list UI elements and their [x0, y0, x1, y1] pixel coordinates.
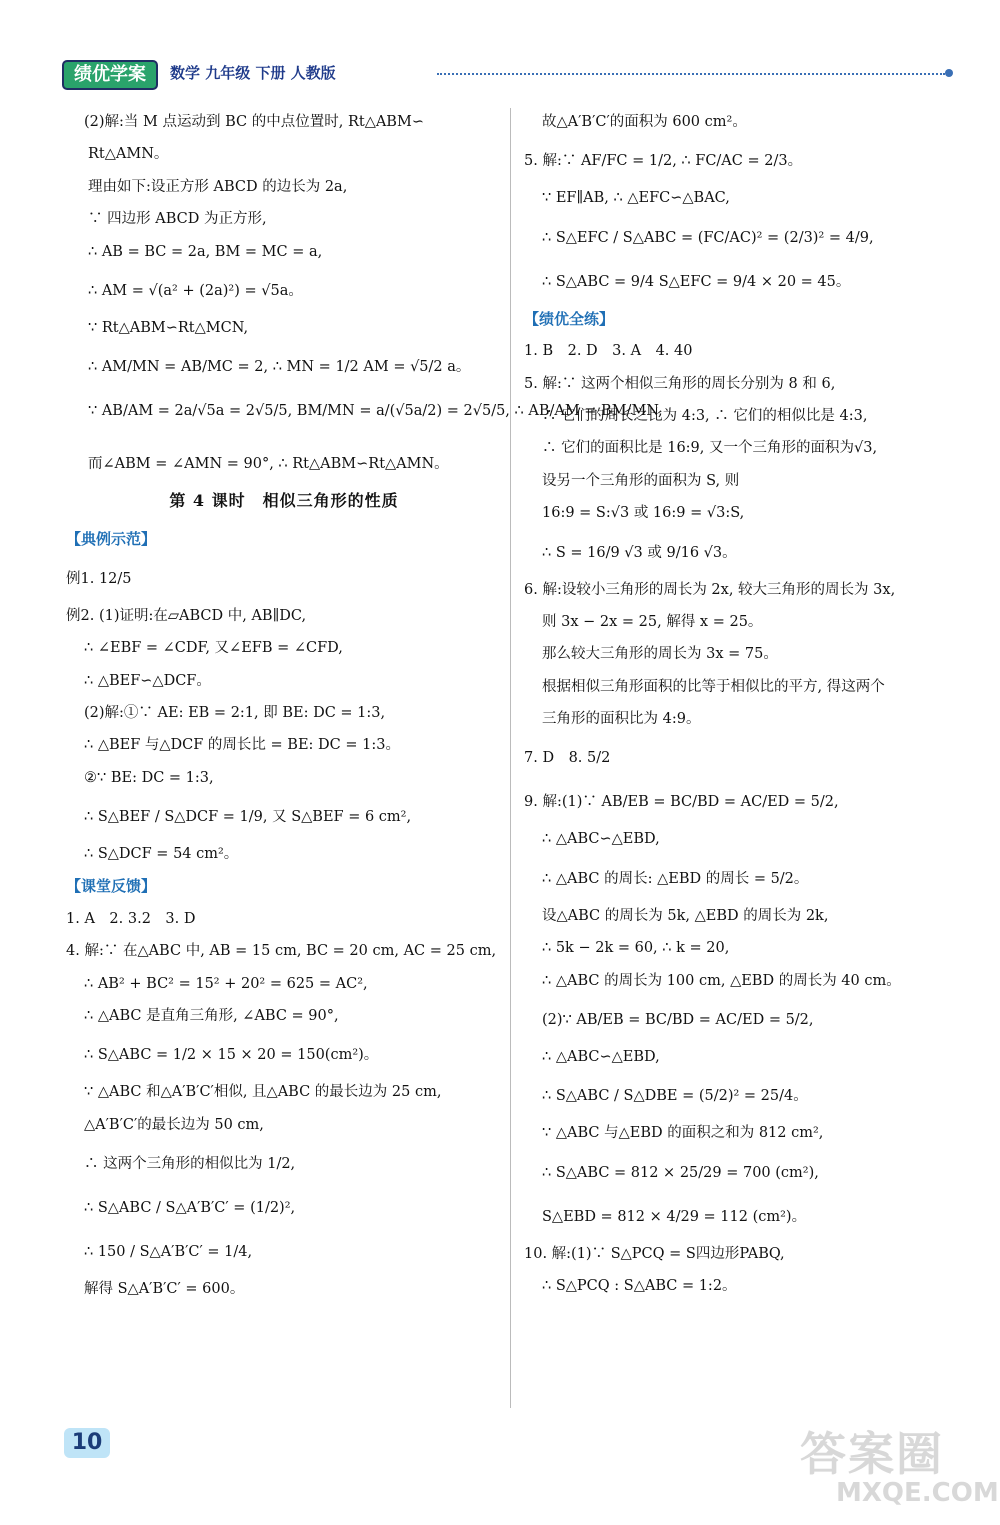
text-line: ∴ △ABC∽△EBD, — [542, 831, 660, 848]
text-line: 16:9 = S:√3 或 16:9 = √3:S, — [542, 505, 745, 522]
text-line: ∴ S△ABC = 812 × 25/29 = 700 (cm²), — [542, 1164, 819, 1181]
watermark-url: MXQE.COM — [836, 1478, 999, 1508]
text-line: 7. D 8. 5/2 — [524, 750, 611, 767]
text-line: 故△A′B′C′的面积为 600 cm²。 — [542, 114, 747, 130]
text-line: ∴ S = 16/9 √3 或 9/16 √3。 — [542, 544, 737, 561]
page-number: 10 — [64, 1428, 110, 1458]
text-line: 设△ABC 的周长为 5k, △EBD 的周长为 2k, — [542, 907, 829, 924]
page-header — [62, 60, 957, 88]
text-line: 例2. (1)证明:在▱ABCD 中, AB∥DC, — [66, 607, 307, 624]
text-line: 1. B 2. D 3. A 4. 40 — [524, 343, 693, 360]
header-dotted-rule — [437, 73, 945, 75]
text-line: 1. A 2. 3.2 3. D — [66, 910, 196, 927]
text-line: (2)∵ AB/EB = BC/BD = AC/ED = 5/2, — [542, 1012, 814, 1029]
text-line: ∴ △ABC 的周长为 100 cm, △EBD 的周长为 40 cm。 — [542, 972, 901, 989]
header-end-dot — [945, 69, 953, 77]
subject-label: 数学 九年级 下册 人教版 — [170, 64, 336, 82]
watermark-logo: 答案圈 — [800, 1427, 944, 1481]
text-line: 而∠ABM = ∠AMN = 90°, ∴ Rt△ABM∽Rt△AMN。 — [88, 456, 449, 473]
text-line: S△EBD = 812 × 4/29 = 112 (cm²)。 — [542, 1208, 807, 1225]
text-line: ②∵ BE: DC = 1:3, — [84, 769, 214, 786]
text-line: ∵ AB/AM = 2a/√5a = 2√5/5, BM/MN = a/(√5a/2) = 2√5/5, ∴ AB/AM = BM/MN, — [88, 403, 663, 420]
text-line: 理由如下:设正方形 ABCD 的边长为 2a, — [88, 178, 348, 195]
example-1: 例1. 12/5 — [66, 570, 132, 587]
text-line: 5. 解:∵ AF/FC = 1/2, ∴ FC/AC = 2/3。 — [524, 153, 803, 170]
section-heading: 【典例示范】 — [66, 530, 157, 549]
text-line: ∵ △ABC 与△EBD 的面积之和为 812 cm², — [542, 1125, 824, 1142]
text-line: 5. 解:∵ 这两个相似三角形的周长分别为 8 和 6, — [524, 375, 836, 392]
text-line: ∵ 四边形 ABCD 为正方形, — [88, 211, 267, 228]
text-line: ∴ S△ABC / S△DBE = (5/2)² = 25/4。 — [542, 1088, 808, 1105]
text-line: 那么较大三角形的周长为 3x = 75。 — [542, 646, 778, 663]
text-line: ∴ △BEF 与△DCF 的周长比 = BE: DC = 1:3。 — [84, 737, 400, 754]
text-line: ∵ Rt△ABM∽Rt△MCN, — [88, 319, 249, 336]
text-line: ∴ S△PCQ : S△ABC = 1:2。 — [542, 1278, 737, 1295]
text-line: (2)解:当 M 点运动到 BC 的中点位置时, Rt△ABM∽ — [84, 114, 424, 130]
text-line: ∴ 它们的周长之比为 4:3, ∴ 它们的相似比是 4:3, — [542, 407, 868, 424]
text-line: ∴ S△ABC = 9/4 S△EFC = 9/4 × 20 = 45。 — [542, 273, 851, 290]
text-line: ∴ S△BEF / S△DCF = 1/9, 又 S△BEF = 6 cm², — [84, 809, 412, 826]
text-line: ∴ S△ABC / S△A′B′C′ = (1/2)², — [84, 1200, 296, 1217]
text-line: ∴ AM/MN = AB/MC = 2, ∴ MN = 1/2 AM = √5/2 a。 — [88, 359, 471, 376]
text-line: 9. 解:(1)∵ AB/EB = BC/BD = AC/ED = 5/2, — [524, 794, 839, 811]
text-line: 根据相似三角形面积的比等于相似比的平方, 得这两个 — [542, 678, 885, 695]
right-column — [524, 112, 956, 1309]
text-line: ∴ S△ABC = 1/2 × 15 × 20 = 150(cm²)。 — [84, 1047, 379, 1064]
text-line: ∵ △ABC 和△A′B′C′相似, 且△ABC 的最长边为 25 cm, — [84, 1084, 442, 1101]
lesson-title: 第 4 课时 相似三角形的性质 — [169, 491, 399, 511]
text-line: 6. 解:设较小三角形的周长为 2x, 较大三角形的周长为 3x, — [524, 581, 896, 598]
text-line: ∴ △BEF∽△DCF。 — [84, 672, 211, 689]
text-line: ∴ △ABC 是直角三角形, ∠ABC = 90°, — [84, 1008, 339, 1025]
section-heading: 【课堂反馈】 — [66, 877, 157, 896]
text-line: ∴ 它们的面积比是 16:9, 又一个三角形的面积为√3, — [542, 440, 878, 457]
text-line: ∴ 5k − 2k = 60, ∴ k = 20, — [542, 940, 730, 957]
text-line: ∴ AB = BC = 2a, BM = MC = a, — [88, 243, 323, 260]
text-line: ∴ AM = √(a² + (2a)²) = √5a。 — [88, 282, 303, 299]
text-line: ∴ AB² + BC² = 15² + 20² = 625 = AC², — [84, 975, 368, 992]
text-line: ∴ △ABC 的周长: △EBD 的周长 = 5/2。 — [542, 870, 809, 887]
brand-logo: 绩优学案 — [62, 60, 158, 90]
text-line: ∴ S△EFC / S△ABC = (FC/AC)² = (2/3)² = 4/9, — [542, 229, 874, 246]
text-line: 10. 解:(1)∵ S△PCQ = S四边形PABQ, — [524, 1245, 785, 1262]
text-line: 则 3x − 2x = 25, 解得 x = 25。 — [542, 613, 763, 630]
text-line: 解得 S△A′B′C′ = 600。 — [84, 1281, 245, 1298]
text-line: △A′B′C′的最长边为 50 cm, — [84, 1116, 264, 1133]
text-line: Rt△AMN。 — [88, 146, 169, 163]
text-line: ∴ 150 / S△A′B′C′ = 1/4, — [84, 1244, 253, 1261]
text-line: (2)解:①∵ AE: EB = 2:1, 即 BE: DC = 1:3, — [84, 704, 386, 721]
text-line: 设另一个三角形的面积为 S, 则 — [542, 472, 740, 489]
text-line: ∵ EF∥AB, ∴ △EFC∽△BAC, — [542, 190, 730, 207]
text-line: ∴ △ABC∽△EBD, — [542, 1049, 660, 1066]
text-line: ∴ S△DCF = 54 cm²。 — [84, 846, 239, 863]
section-heading: 【绩优全练】 — [524, 309, 615, 328]
text-line: 三角形的面积比为 4:9。 — [542, 711, 701, 728]
text-line: 4. 解:∵ 在△ABC 中, AB = 15 cm, BC = 20 cm, AC = 25 cm, — [66, 943, 497, 960]
text-line: ∴ 这两个三角形的相似比为 1/2, — [84, 1156, 296, 1173]
column-divider — [510, 108, 511, 1408]
text-line: ∴ ∠EBF = ∠CDF, 又∠EFB = ∠CFD, — [84, 640, 343, 657]
